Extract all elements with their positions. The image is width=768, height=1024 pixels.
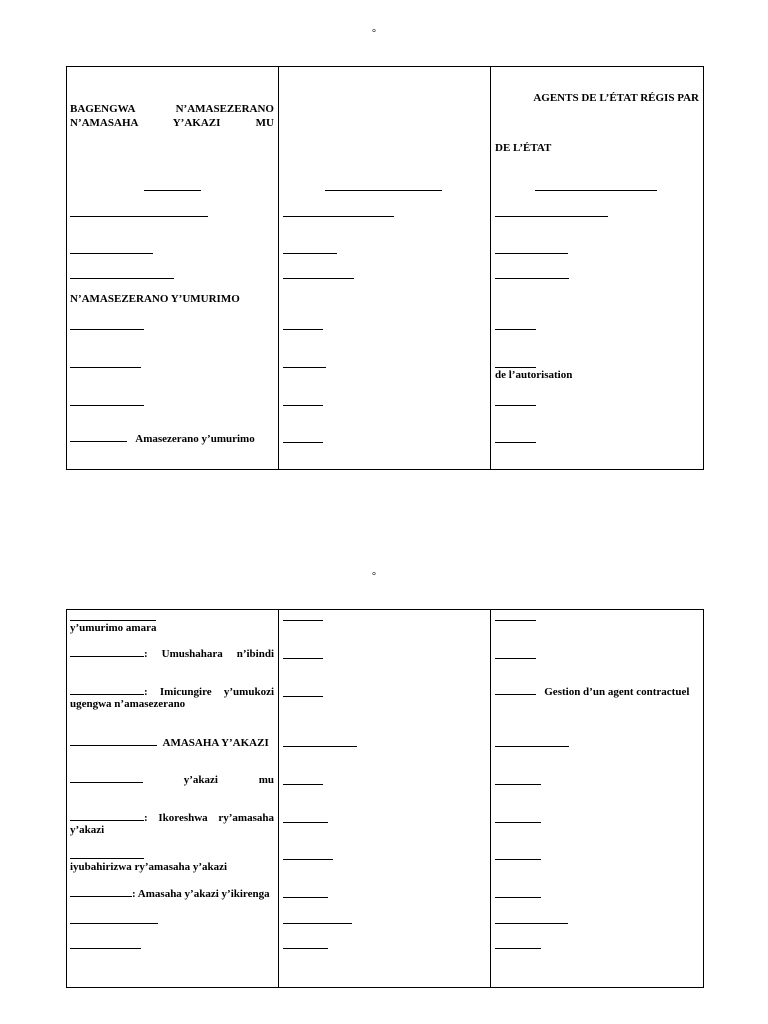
table2-col3 [491,610,704,988]
blank-line[interactable] [283,897,328,898]
blank-line[interactable] [535,190,657,191]
blank-line[interactable] [283,367,326,368]
row-iyubahirizwa: iyubahirizwa ry’amasaha y’akazi [70,861,228,873]
blank-line[interactable] [495,746,569,747]
col1-header-line2: N’AMASAHA Y’AKAZI MU [70,117,274,129]
row-akazi-mu: y’akazi mu [70,773,274,786]
blank-line[interactable] [283,405,323,406]
row-ikoreshwa-line2: y’akazi [70,824,105,836]
table1-col2 [279,67,491,470]
contract-label: N’AMASEZERANO Y’UMURIMO [70,293,240,305]
blank-line[interactable] [70,620,156,621]
blank-line[interactable] [495,948,541,949]
blank-line[interactable] [283,746,357,747]
blank-line[interactable] [283,859,333,860]
blank-line[interactable] [144,190,201,191]
blank-line[interactable] [495,923,568,924]
blank-line[interactable] [70,367,141,368]
blank-line[interactable] [283,620,323,621]
blank-line[interactable] [70,278,174,279]
blank-line[interactable] [495,658,536,659]
blank-line[interactable] [70,736,157,746]
blank-line[interactable] [70,253,153,254]
blank-line[interactable] [70,887,132,897]
blank-line[interactable] [283,658,323,659]
blank-line[interactable] [495,822,541,823]
blank-line[interactable] [283,822,328,823]
blank-line[interactable] [495,278,569,279]
row-ikirenga: : Amasaha y’akazi y’ikirenga [70,887,270,900]
blank-line[interactable] [70,811,144,821]
blank-line[interactable] [283,278,354,279]
blank-line[interactable] [495,442,536,443]
blank-line[interactable] [283,216,394,217]
col1-header-line1: BAGENGWA N’AMASEZERANO [70,103,274,115]
blank-line[interactable] [495,253,568,254]
blank-line[interactable] [283,329,323,330]
autorisation-label: de l’autorisation [495,369,573,381]
table2-col1 [67,610,279,988]
blank-line[interactable] [283,923,352,924]
blank-line[interactable] [283,696,323,697]
blank-line[interactable] [495,405,536,406]
blank-line[interactable] [70,329,144,330]
middle-dot-mark: ° [372,571,376,582]
table1-col1 [67,67,279,470]
row-umurimo-amara: y’umurimo amara [70,622,157,634]
blank-line[interactable] [70,773,143,783]
blank-line[interactable] [70,216,208,217]
row-amasaha-akazi: AMASAHA Y’AKAZI [70,736,269,749]
row-imicungire-line2: ugengwa n’amasezerano [70,698,186,710]
blank-line[interactable] [283,948,328,949]
blank-line[interactable] [70,858,144,859]
blank-line[interactable] [283,784,323,785]
amasezerano-row: Amasezerano y’umurimo [70,432,255,445]
top-dot-mark: ° [372,28,376,39]
blank-line[interactable] [495,367,536,368]
col3-header-line2: DE L’ÉTAT [495,142,552,154]
row-gestion-agent: Gestion d’un agent contractuel [495,685,689,698]
blank-line[interactable] [283,253,337,254]
form-table-top [66,66,704,470]
col3-header-line1: AGENTS DE L’ÉTAT RÉGIS PAR [533,92,699,104]
blank-line[interactable] [325,190,442,191]
blank-line[interactable] [70,647,144,657]
table2-col2 [279,610,491,988]
blank-line[interactable] [283,442,323,443]
form-table-bottom [66,609,704,988]
blank-line[interactable] [70,948,141,949]
row-umushahara: : Umushahara n’ibindi [70,647,274,660]
row-ikoreshwa-line1: : Ikoreshwa ry’amasaha [70,811,274,824]
blank-line[interactable] [495,859,541,860]
table1-col3 [491,67,704,470]
blank-line[interactable] [70,432,127,442]
row-imicungire-line1: : Imicungire y’umukozi [70,685,274,698]
blank-line[interactable] [70,405,144,406]
blank-line[interactable] [495,620,536,621]
blank-line[interactable] [495,685,536,695]
blank-line[interactable] [495,329,536,330]
blank-line[interactable] [70,923,158,924]
blank-line[interactable] [495,216,608,217]
blank-line[interactable] [495,897,541,898]
blank-line[interactable] [495,784,541,785]
blank-line[interactable] [70,685,144,695]
